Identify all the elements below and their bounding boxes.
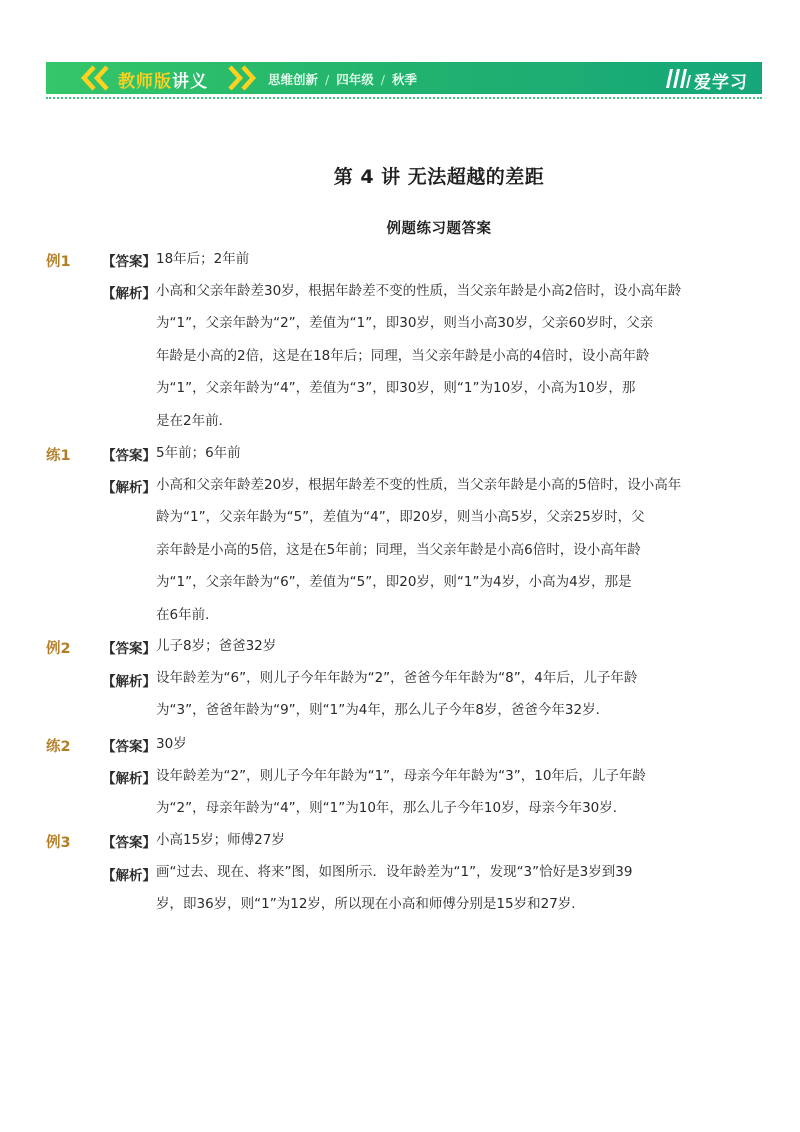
- answer-text: 30岁: [156, 736, 187, 752]
- example-label: 例1: [46, 254, 71, 270]
- answer-text: 小高15岁；师傅27岁: [156, 832, 285, 848]
- explanation-line: 龄为“1”，父亲年龄为“5”，差值为“4”，即20岁，则当小高5岁，父亲25岁时，父: [156, 509, 645, 526]
- breadcrumb-item: 四年级: [336, 72, 374, 87]
- breadcrumb-item: 思维创新: [268, 72, 319, 87]
- handout-title-prefix: 教师版: [118, 72, 172, 92]
- explanation-tag: 【解析】: [102, 674, 156, 690]
- explanation-line: 亲年龄是小高的5倍，这是在5年前；同理，当父亲年龄是小高6倍时，设小高年龄: [156, 541, 641, 558]
- explanation-line: 小高和父亲年龄差30岁，根据年龄差不变的性质，当父亲年龄是小高2倍时，设小高年龄: [156, 283, 682, 299]
- explanation: [156, 275, 712, 437]
- explanation-tag: 【解析】: [102, 286, 156, 302]
- brand-name: 爱学习: [694, 73, 748, 93]
- example-label: 练2: [46, 739, 71, 755]
- explanation-line: 小高和父亲年龄差20岁，根据年龄差不变的性质，当父亲年龄是小高的5倍时，设小高年: [156, 477, 682, 493]
- explanation-line: 在6年前．: [156, 606, 219, 623]
- breadcrumb-item: 秋季: [391, 72, 417, 87]
- answer-tag: 【答案】: [102, 835, 156, 851]
- explanation-line: 岁，即36岁，则“1”为12岁，所以现在小高和师傅分别是15岁和27岁．: [156, 896, 585, 913]
- breadcrumb-separator: /: [325, 72, 330, 87]
- answer-tag: 【答案】: [102, 448, 156, 464]
- example-label: 练1: [46, 448, 71, 464]
- answer-tag: 【答案】: [102, 254, 156, 270]
- double-chevron-left-icon: [80, 65, 114, 91]
- explanation: [156, 662, 712, 727]
- explanation-tag: 【解析】: [102, 868, 156, 884]
- explanation-line: 画“过去、现在、将来”图，如图所示．设年龄差为“1”，发现“3”恰好是3岁到39: [156, 864, 633, 880]
- explanation-line: 为“2”，母亲年龄为“4”，则“1”为10年，那么儿子今年10岁，母亲今年30岁．: [156, 800, 627, 817]
- answer-text: 5年前；6年前: [156, 445, 241, 461]
- handout-title: [118, 67, 208, 92]
- explanation: [156, 469, 712, 631]
- explanation: [156, 856, 712, 921]
- explanation-line: 为“3”，爸爸年龄为“9”，则“1”为4年，那么儿子今年8岁，爸爸今年32岁．: [156, 702, 610, 719]
- answer-tag: 【答案】: [102, 739, 156, 755]
- header-banner: [46, 62, 762, 94]
- explanation-line: 为“1”，父亲年龄为“6”，差值为“5”，即20岁，则“1”为4岁，小高为4岁，那是: [156, 574, 632, 591]
- explanation: [156, 760, 712, 825]
- answer-text: 18年后；2年前: [156, 251, 250, 267]
- lecture-title: 第 4 讲 无法超越的差距: [333, 166, 545, 188]
- breadcrumb: [268, 70, 417, 88]
- answer-text: 儿子8岁；爸爸32岁: [156, 638, 277, 654]
- answer-tag: 【答案】: [102, 641, 156, 657]
- handout-title-suffix: 讲义: [172, 72, 208, 92]
- explanation-line: 为“1”，父亲年龄为“4”，差值为“3”，即30岁，则“1”为10岁，小高为10岁，那: [156, 380, 636, 397]
- explanation-line: 是在2年前．: [156, 412, 233, 429]
- explanation-line: 设年龄差为“6”，则儿子今年年龄为“2”，爸爸今年年龄为“8”，4年后，儿子年龄: [156, 670, 638, 686]
- explanation-tag: 【解析】: [102, 771, 156, 787]
- section-title: 例题练习题答案: [386, 221, 492, 237]
- brand-logo-icon: [664, 66, 692, 90]
- double-chevron-right-icon: [224, 65, 258, 91]
- breadcrumb-separator: /: [380, 72, 385, 87]
- header-divider: [46, 97, 762, 99]
- explanation-line: 为“1”，父亲年龄为“2”，差值为“1”，即30岁，则当小高30岁，父亲60岁时，父亲: [156, 315, 654, 332]
- example-label: 例2: [46, 641, 71, 657]
- explanation-line: 设年龄差为“2”，则儿子今年年龄为“1”，母亲今年年龄为“3”，10年后，儿子年龄: [156, 768, 646, 784]
- explanation-tag: 【解析】: [102, 480, 156, 496]
- example-label: 例3: [46, 835, 71, 851]
- explanation-line: 年龄是小高的2倍，这是在18年后；同理，当父亲年龄是小高的4倍时，设小高年龄: [156, 347, 650, 364]
